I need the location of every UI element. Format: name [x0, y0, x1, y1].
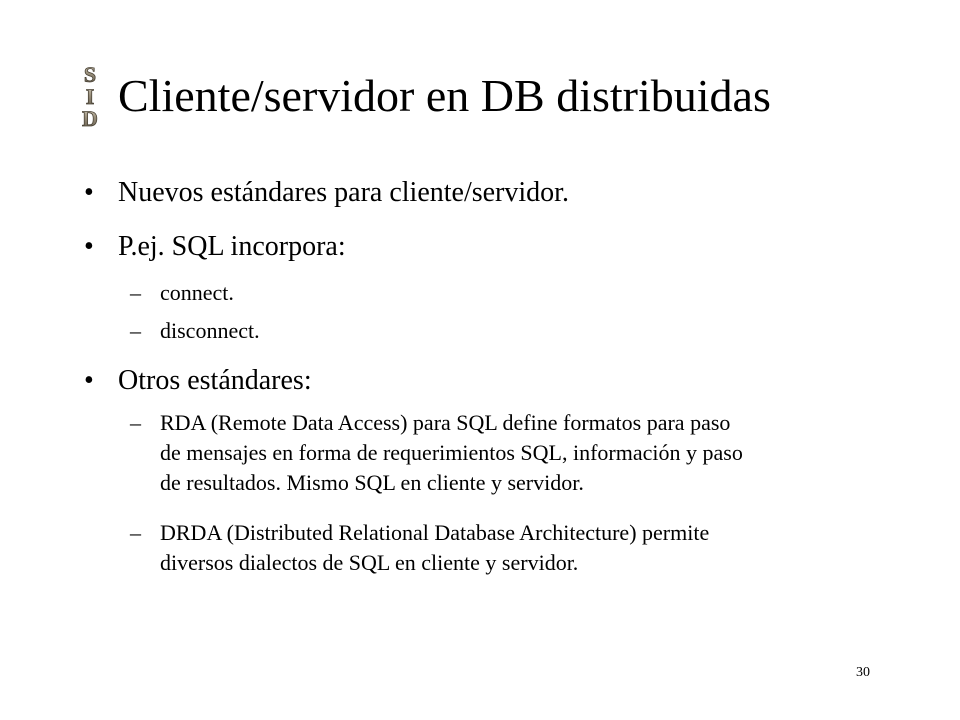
page-number: 30: [856, 665, 870, 680]
sub-bullet-text: RDA (Remote Data Access) para SQL define formatos para paso de mensajes en forma de requerimientos SQL, información y paso de resultados. Mismo SQL en cliente y servidor.: [160, 410, 743, 495]
sub-bullet-text: disconnect.: [160, 318, 260, 343]
dash-marker: –: [130, 520, 141, 545]
logo-letter-d: D: [82, 106, 98, 130]
bullet-marker: •: [84, 365, 94, 396]
sub-bullet-text: connect.: [160, 280, 234, 305]
bullet-text: Nuevos estándares para cliente/servidor.: [118, 177, 569, 208]
dash-marker: –: [130, 410, 141, 435]
logo-letter-i: I: [85, 84, 95, 109]
bullet-marker: •: [84, 231, 94, 262]
sub-bullet-text: DRDA (Distributed Relational Database Architecture) permite diversos dialectos de SQL en cliente y servidor.: [160, 520, 710, 575]
dash-marker: –: [130, 318, 141, 343]
slide-title: Cliente/servidor en DB distribuidas: [118, 70, 771, 121]
bullet-marker: •: [84, 177, 94, 208]
logo-letter-s: S: [83, 62, 97, 87]
dash-marker: –: [130, 280, 141, 305]
bullet-text: Otros estándares:: [118, 365, 312, 396]
sid-logo: [66, 60, 114, 130]
bullet-text: P.ej. SQL incorpora:: [118, 231, 346, 262]
